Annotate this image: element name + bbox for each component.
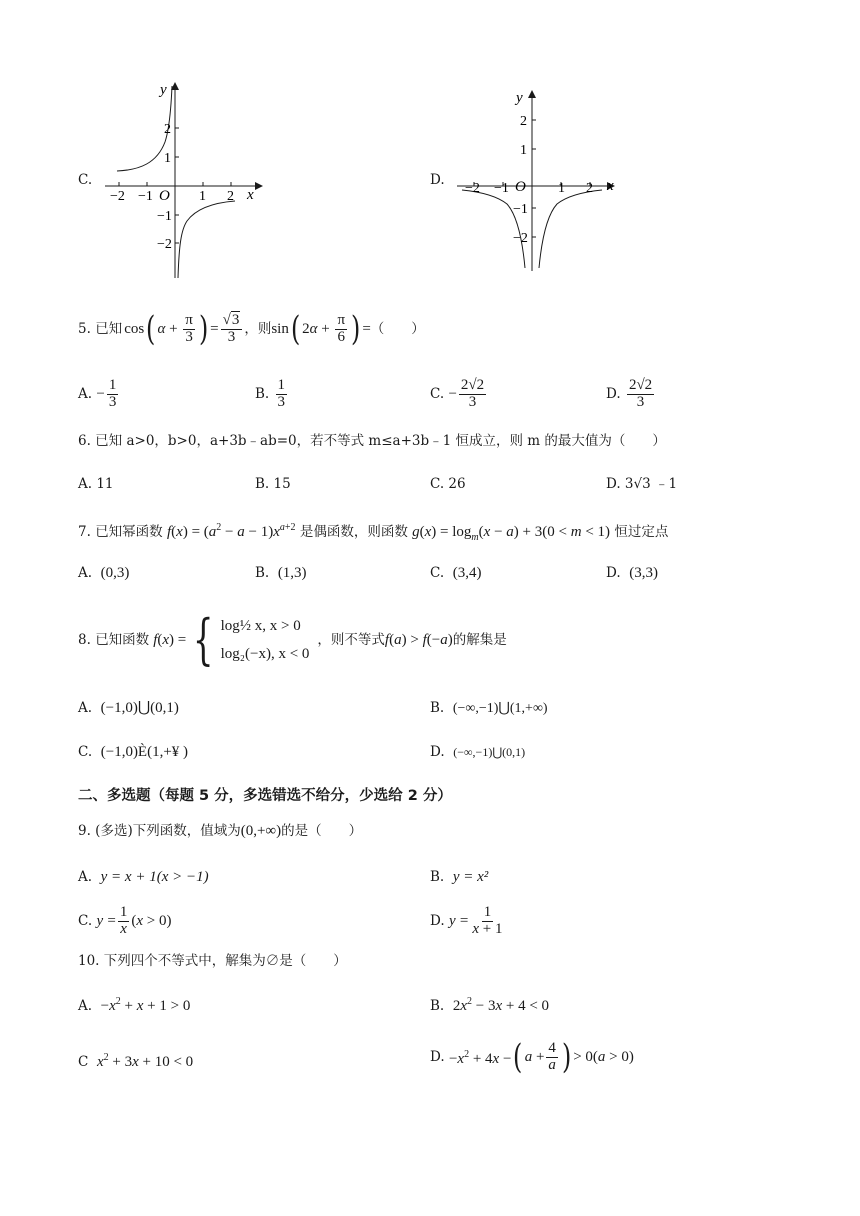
tick-y-2: 2 xyxy=(164,122,171,137)
q9-option-c[interactable]: C. y = $\frac{1}{x}$ (x > 0) xyxy=(78,903,172,937)
origin-label: O xyxy=(515,179,526,195)
tick-x-neg2: −2 xyxy=(465,181,480,196)
q8-case-1: log½ x, x > 0 xyxy=(220,618,301,634)
graph-d xyxy=(452,86,622,276)
q6-option-a[interactable]: A. 11 xyxy=(78,476,114,492)
curve-right-branch xyxy=(178,201,235,278)
q8-option-d[interactable]: D. (−∞,−1)⋃(0,1) xyxy=(430,744,526,760)
q10-option-a[interactable]: A. $-x^2 + x + 1 > 0$ xyxy=(78,996,191,1014)
tick-x-1: 1 xyxy=(558,181,565,196)
tick-x-1: 1 xyxy=(199,189,206,204)
y-axis-label: y xyxy=(160,82,167,98)
x-axis-arrow xyxy=(255,182,263,190)
option-c-label: C. xyxy=(78,172,93,188)
q7-option-b[interactable]: B. (1,3) xyxy=(255,565,307,581)
tick-x-2: 2 xyxy=(227,189,234,204)
tick-x-neg1: −1 xyxy=(494,181,509,196)
curve-right-branch xyxy=(539,190,602,268)
q5-option-c[interactable]: C. − $\frac{2√2}{3}$ xyxy=(430,376,485,410)
origin-label: O xyxy=(159,188,170,204)
q10-option-c[interactable]: C $x^2 + 3x + 10 < 0$ xyxy=(78,1052,194,1070)
tick-x-neg1: −1 xyxy=(138,189,153,204)
tick-y-neg2: −2 xyxy=(157,237,172,252)
graph-c xyxy=(95,78,265,283)
q5-option-d[interactable]: D. $\frac{2√2}{3}$ xyxy=(606,376,653,410)
y-axis-label: y xyxy=(516,90,523,106)
section-heading: 二、多选题（每题 5 分，多选错选不给分，少选给 2 分） xyxy=(78,788,452,804)
y-axis-arrow xyxy=(528,90,536,98)
q8-option-c[interactable]: C. (−1,0)È(1,+¥ ) xyxy=(78,744,189,760)
q5-option-a[interactable]: A. − $\frac{1}{3}$ xyxy=(78,376,117,410)
q7-option-a[interactable]: A. (0,3) xyxy=(78,565,130,581)
q5-option-b[interactable]: B. $\frac{1}{3}$ xyxy=(255,376,286,410)
q9-option-b[interactable]: B. y = x² xyxy=(430,869,489,885)
tick-x-2: 2 xyxy=(586,181,593,196)
tick-y-2: 2 xyxy=(520,114,527,129)
question-10: 10. 下列四个不等式中，解集为∅是（ ） xyxy=(78,953,347,969)
option-d-label: D. xyxy=(430,172,445,188)
q9-option-a[interactable]: A. y = x + 1(x > −1) xyxy=(78,869,209,885)
question-8: 8. 已知函数 f(x) = { log½ x, x > 0 log₂(−x), x < 0 ，则不等式 f(a) > f(−a) 的解集是 xyxy=(78,608,507,671)
x-axis-label: x xyxy=(247,187,254,203)
q7-option-d[interactable]: D. (3,3) xyxy=(606,565,658,581)
q8-option-a[interactable]: A. (−1,0)⋃(0,1) xyxy=(78,700,179,716)
tick-y-1: 1 xyxy=(164,151,171,166)
tick-y-neg1: −1 xyxy=(157,209,172,224)
tick-x-neg2: −2 xyxy=(110,189,125,204)
question-9: 9. (多选)下列函数，值域为(0,+∞)的是（ ） xyxy=(78,823,363,839)
q6-option-b[interactable]: B. 15 xyxy=(255,476,291,492)
tick-y-neg1: −1 xyxy=(513,202,528,217)
tick-y-1: 1 xyxy=(520,143,527,158)
q8-case-2: log₂(−x), x < 0 xyxy=(220,646,310,662)
q6-option-c[interactable]: C. 26 xyxy=(430,476,466,492)
question-7: 7. 已知幂函数 $f(x) = (a^2 - a - 1)x^{a+2}$ 是偶函数，则函数 $g(x) = \log_m(x - a) + 3(0 < m < 1)$ 恒过定点 xyxy=(78,522,669,543)
question-5: 5. 已知 cos ( α + $\frac{\pi}{3}$ ) = $\frac{√3}{3}$ ，则 sin ( 2α + $\frac{\pi}{6}$ ) = （ ） xyxy=(78,309,425,349)
tick-y-neg2: −2 xyxy=(513,231,528,246)
q8-option-b[interactable]: B. (−∞,−1)⋃(1,+∞) xyxy=(430,700,548,716)
q5-text-2: ，则 xyxy=(244,321,272,337)
q7-option-c[interactable]: C. (3,4) xyxy=(430,565,482,581)
x-axis-label: x xyxy=(607,178,614,194)
question-6: 6. 已知 a>0，b>0，a+3b﹣ab=0，若不等式 m≤a+3b﹣1 恒成立，则 m 的最大值为（ ） xyxy=(78,433,666,449)
q9-option-d[interactable]: D. y = $\frac{1}{x + 1}$ xyxy=(430,903,503,937)
q10-option-d[interactable]: D. $-x^2 + 4x$ − ( a + $\frac{4}{a}$ ) > 0(a > 0) xyxy=(430,1037,634,1077)
q5-text: 已知 xyxy=(95,321,123,337)
q10-option-b[interactable]: B. $2x^2 - 3x + 4 < 0$ xyxy=(430,996,550,1014)
q6-option-d[interactable]: D. 3√3 ﹣1 xyxy=(606,476,678,492)
q5-number: 5. xyxy=(78,321,91,337)
